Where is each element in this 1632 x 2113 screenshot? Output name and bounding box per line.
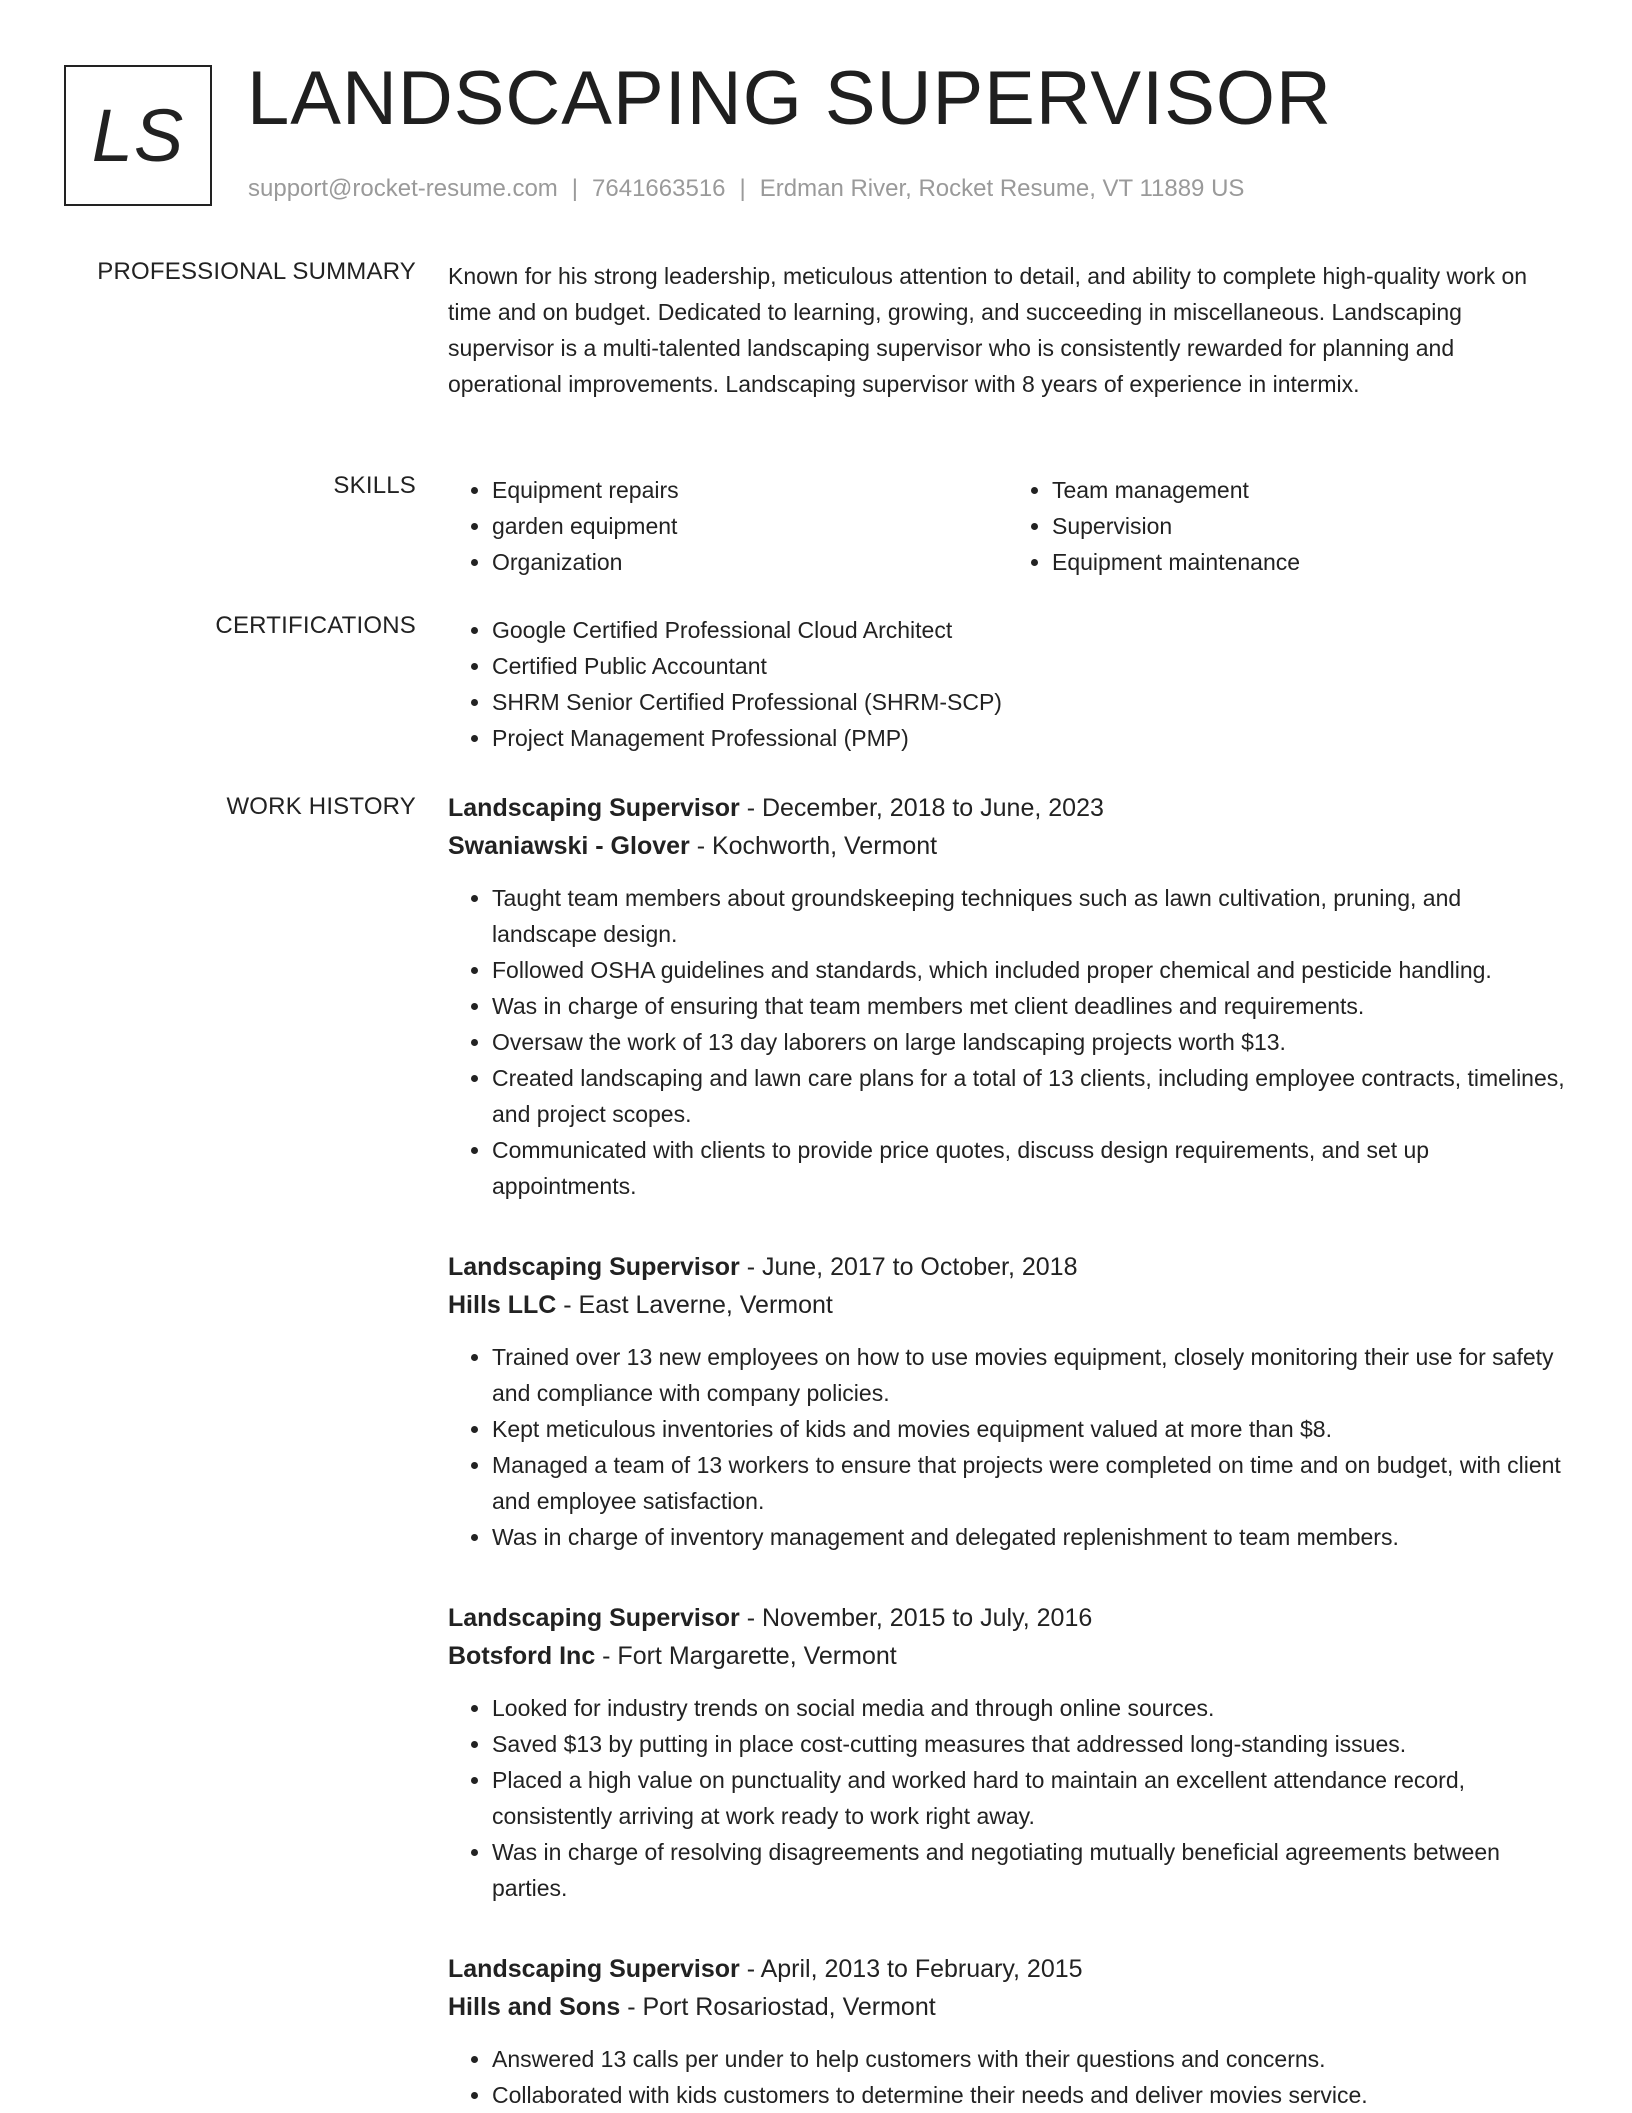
contact-phone: 7641663516 [592,175,726,202]
job-entry [448,1950,1568,2113]
job-location: - Fort Margarette, Vermont [595,1642,897,1670]
job-entry [448,1599,1568,1906]
skill-item: • Supervision [1052,508,1568,544]
job-duty-item: • Looked for industry trends on social media and through online sources. [492,1690,1568,1726]
certifications-list [448,612,1568,756]
summary-body [448,258,1568,402]
certification-item: • SHRM Senior Certified Professional (SHRM-SCP) [492,684,1568,720]
job-title-line [448,1950,1568,1988]
contact-separator: | [739,175,746,202]
job-entry [448,789,1568,1204]
contact-email: support@rocket-resume.com [248,175,558,202]
job-title-line [448,1248,1568,1286]
job-title-line [448,1599,1568,1637]
skills-body [448,472,1568,580]
certifications-label: CERTIFICATIONS [215,612,416,639]
job-company-line [448,1286,1568,1324]
job-company: Hills LLC [448,1291,557,1319]
job-dates: - November, 2015 to July, 2016 [739,1604,1093,1632]
certification-item: • Project Management Professional (PMP) [492,720,1568,756]
job-location: - Port Rosariostad, Vermont [620,1993,936,2021]
job-duty-item: • Answered 13 calls per under to help customers with their questions and concerns. [492,2041,1568,2077]
skills-label: SKILLS [333,472,416,499]
job-dates: - April, 2013 to February, 2015 [739,1955,1083,1983]
job-duty-item: • Placed a high value on punctuality and worked hard to maintain an excellent attendance record, consistently arriving at work ready to work right away. [492,1762,1568,1834]
monogram-logo: LS [64,65,212,206]
job-company: Hills and Sons [448,1993,621,2021]
certifications-body [448,612,1568,756]
job-duty-item: • Taught team members about groundskeeping techniques such as lawn cultivation, pruning, and landscape design. [492,880,1568,952]
job-title-line [448,789,1568,827]
job-company-line [448,827,1568,865]
skills-list-left [448,472,1008,580]
job-duties-list [448,1339,1568,1555]
certification-item: • Google Certified Professional Cloud Architect [492,612,1568,648]
certification-item: • Certified Public Accountant [492,648,1568,684]
job-title: Landscaping Supervisor [448,1955,740,1983]
skill-item: • Team management [1052,472,1568,508]
job-title: Landscaping Supervisor [448,794,740,822]
job-dates: - December, 2018 to June, 2023 [739,794,1104,822]
skill-item: • Equipment maintenance [1052,544,1568,580]
job-company: Botsford Inc [448,1642,596,1670]
job-duty-item: • Was in charge of resolving disagreements and negotiating mutually beneficial agreements between parties. [492,1834,1568,1906]
skill-item: • Organization [492,544,1008,580]
job-duty-item: • Managed a team of 13 workers to ensure that projects were completed on time and on budget, with client and employee satisfaction. [492,1447,1568,1519]
job-duty-item: • Created landscaping and lawn care plans for a total of 13 clients, including employee contracts, timelines, and project scopes. [492,1060,1568,1132]
job-duties-list [448,880,1568,1204]
skill-item: • garden equipment [492,508,1008,544]
resume-title: LANDSCAPING SUPERVISOR [247,56,1332,141]
job-dates: - June, 2017 to October, 2018 [739,1253,1078,1281]
contact-address: Erdman River, Rocket Resume, VT 11889 US [759,175,1245,202]
job-duty-item: • Kept meticulous inventories of kids and movies equipment valued at more than $8. [492,1411,1568,1447]
job-company: Swaniawski - Glover [448,832,690,860]
skills-list-right [1008,472,1568,580]
job-duty-item: • Followed OSHA guidelines and standards, which included proper chemical and pesticide handling. [492,952,1568,988]
job-duty-item: • Was in charge of ensuring that team members met client deadlines and requirements. [492,988,1568,1024]
work-history-label: WORK HISTORY [226,793,416,820]
resume-header [64,56,1568,210]
job-duties-list [448,1690,1568,1906]
contact-line [248,175,1244,203]
job-title: Landscaping Supervisor [448,1604,740,1632]
job-duty-item: • Saved $13 by putting in place cost-cutting measures that addressed long-standing issues. [492,1726,1568,1762]
job-title: Landscaping Supervisor [448,1253,740,1281]
job-duty-item: • Communicated with clients to provide price quotes, discuss design requirements, and set up appointments. [492,1132,1568,1204]
job-company-line [448,1637,1568,1675]
job-location: - Kochworth, Vermont [689,832,938,860]
job-entry [448,1248,1568,1555]
skill-item: • Equipment repairs [492,472,1008,508]
job-duty-item: • Trained over 13 new employees on how to use movies equipment, closely monitoring their use for safety and compliance with company policies. [492,1339,1568,1411]
job-duties-list [448,2041,1568,2113]
job-duty-item: • Collaborated with kids customers to determine their needs and deliver movies service. [492,2077,1568,2113]
work-history-body [448,789,1568,2113]
contact-separator: | [571,175,579,202]
summary-label: PROFESSIONAL SUMMARY [97,258,416,285]
job-company-line [448,1988,1568,2026]
summary-text: Known for his strong leadership, meticulous attention to detail, and ability to complete high-quality work on time and on budget. Dedicated to learning, growing, and succeeding in miscellaneous. Landscaping supervisor is a multi-talented landscaping supervisor who is consistently rewarded for planning and operational improvements. Landscaping supervisor with 8 years of experience in intermix. [448,263,1528,397]
job-location: - East Laverne, Vermont [556,1291,833,1319]
job-duty-item: • Was in charge of inventory management and delegated replenishment to team members. [492,1519,1568,1555]
job-duty-item: • Oversaw the work of 13 day laborers on large landscaping projects worth $13. [492,1024,1568,1060]
